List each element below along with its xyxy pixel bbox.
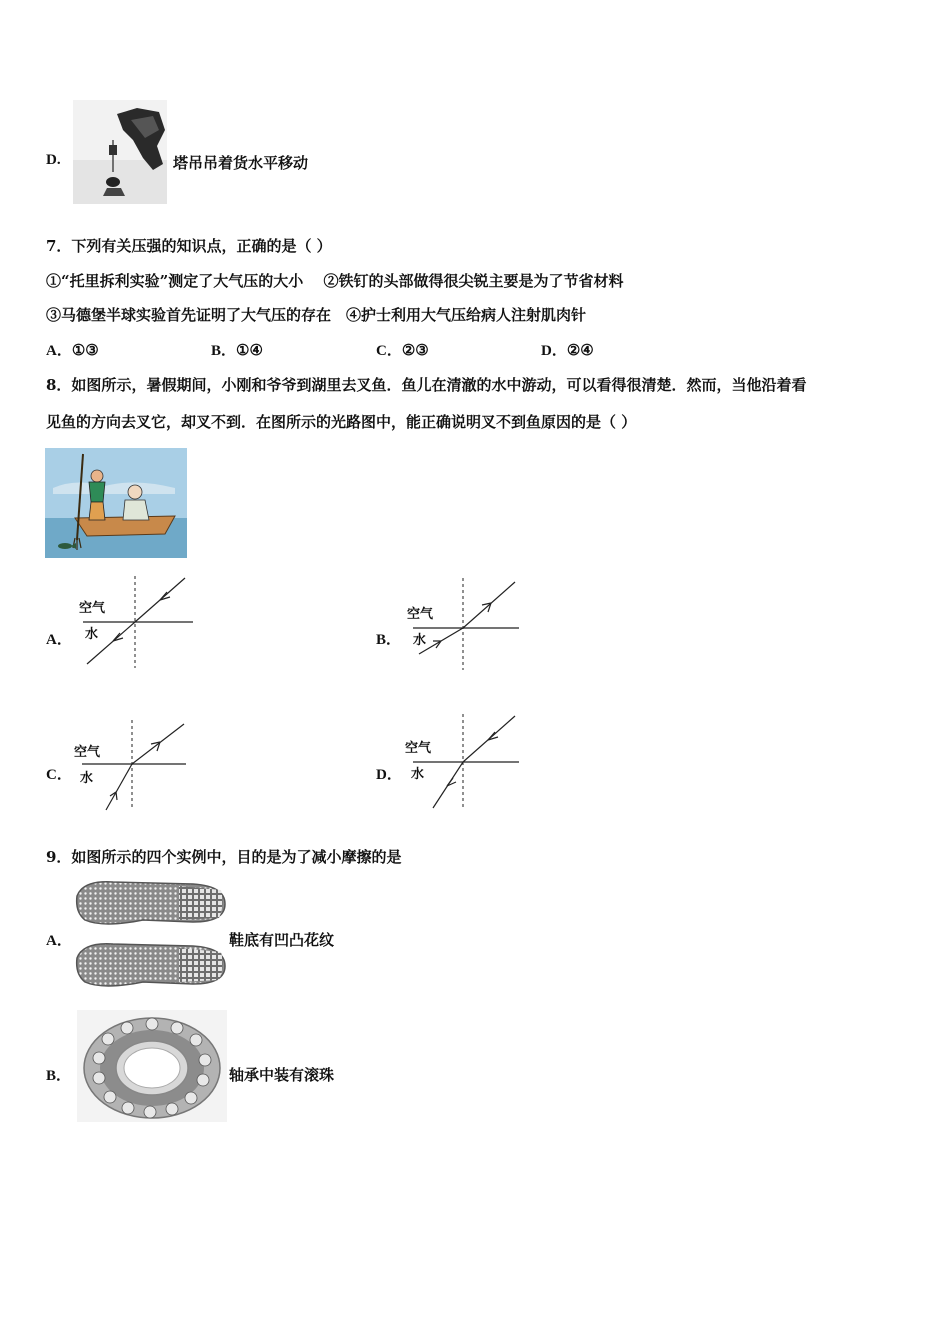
q8-diagram-c[interactable] [72,718,192,814]
shoe-sole-image [73,876,229,992]
q7-option-d-label: D． [541,343,567,359]
q6-option-d-label: D. [46,152,61,168]
q9-option-b-label: B． [46,1068,72,1084]
q7-option-b[interactable] [211,339,263,360]
tower-crane-image [73,100,167,204]
q7-option-a-label: A． [46,343,72,359]
q7-option-d-text: ②④ [566,341,594,359]
q6-option-d-text: 塔吊吊着货水平移动 [173,154,309,172]
q8-option-b-label: B． [376,632,402,648]
q8-stem-line-1: 8．如图所示，暑假期间，小刚和爷爷到湖里去叉鱼．鱼儿在清澈的水中游动，可以看得很清楚．然而，当他沿着看 [46,376,807,394]
q7-option-b-label: B． [211,343,237,359]
air-label: 空气 [74,745,101,760]
air-label: 空气 [407,607,434,622]
q8-stem-line-2: 见鱼的方向去叉它，却叉不到．在图所示的光路图中，能正确说明叉不到鱼原因的是（ ） [46,413,637,431]
q7-option-a[interactable] [46,339,99,360]
q9-option-b-text: 轴承中装有滚珠 [229,1066,335,1084]
q8-diagram-b[interactable] [405,574,525,674]
q8-diagram-a[interactable] [75,572,195,672]
q7-statement-line-1: ①“托里拆利实验”测定了大气压的大小 ②铁钉的头部做得很尖锐主要是为了节省材料 [46,272,624,290]
q8-option-d-label: D． [376,767,402,783]
water-label: 水 [411,767,425,782]
q7-option-d[interactable] [541,339,594,360]
q7-option-b-text: ①④ [236,341,263,359]
q8-option-a-label: A． [46,632,72,648]
q9-option-a-label: A． [46,933,72,949]
air-label: 空气 [79,601,106,616]
q9-option-a-text: 鞋底有凹凸花纹 [229,931,335,949]
q7-statement-line-2: ③马德堡半球实验首先证明了大气压的存在 ④护士利用大气压给病人注射肌肉针 [46,306,587,324]
q8-diagram-d[interactable] [403,712,523,812]
q7-stem: 7．下列有关压强的知识点，正确的是（ ） [46,237,332,255]
water-label: 水 [85,627,99,642]
q7-option-c[interactable] [376,339,429,360]
q8-option-c-label: C． [46,767,72,783]
fishing-boat-illustration [45,448,187,558]
q7-option-a-text: ①③ [71,341,99,359]
water-label: 水 [413,633,427,648]
water-label: 水 [80,771,94,786]
q9-stem: 9．如图所示的四个实例中，目的是为了减小摩擦的是 [46,848,402,866]
q7-option-c-label: C． [376,343,402,359]
ball-bearing-image [77,1010,227,1122]
air-label: 空气 [405,741,432,756]
q7-option-c-text: ②③ [401,341,429,359]
